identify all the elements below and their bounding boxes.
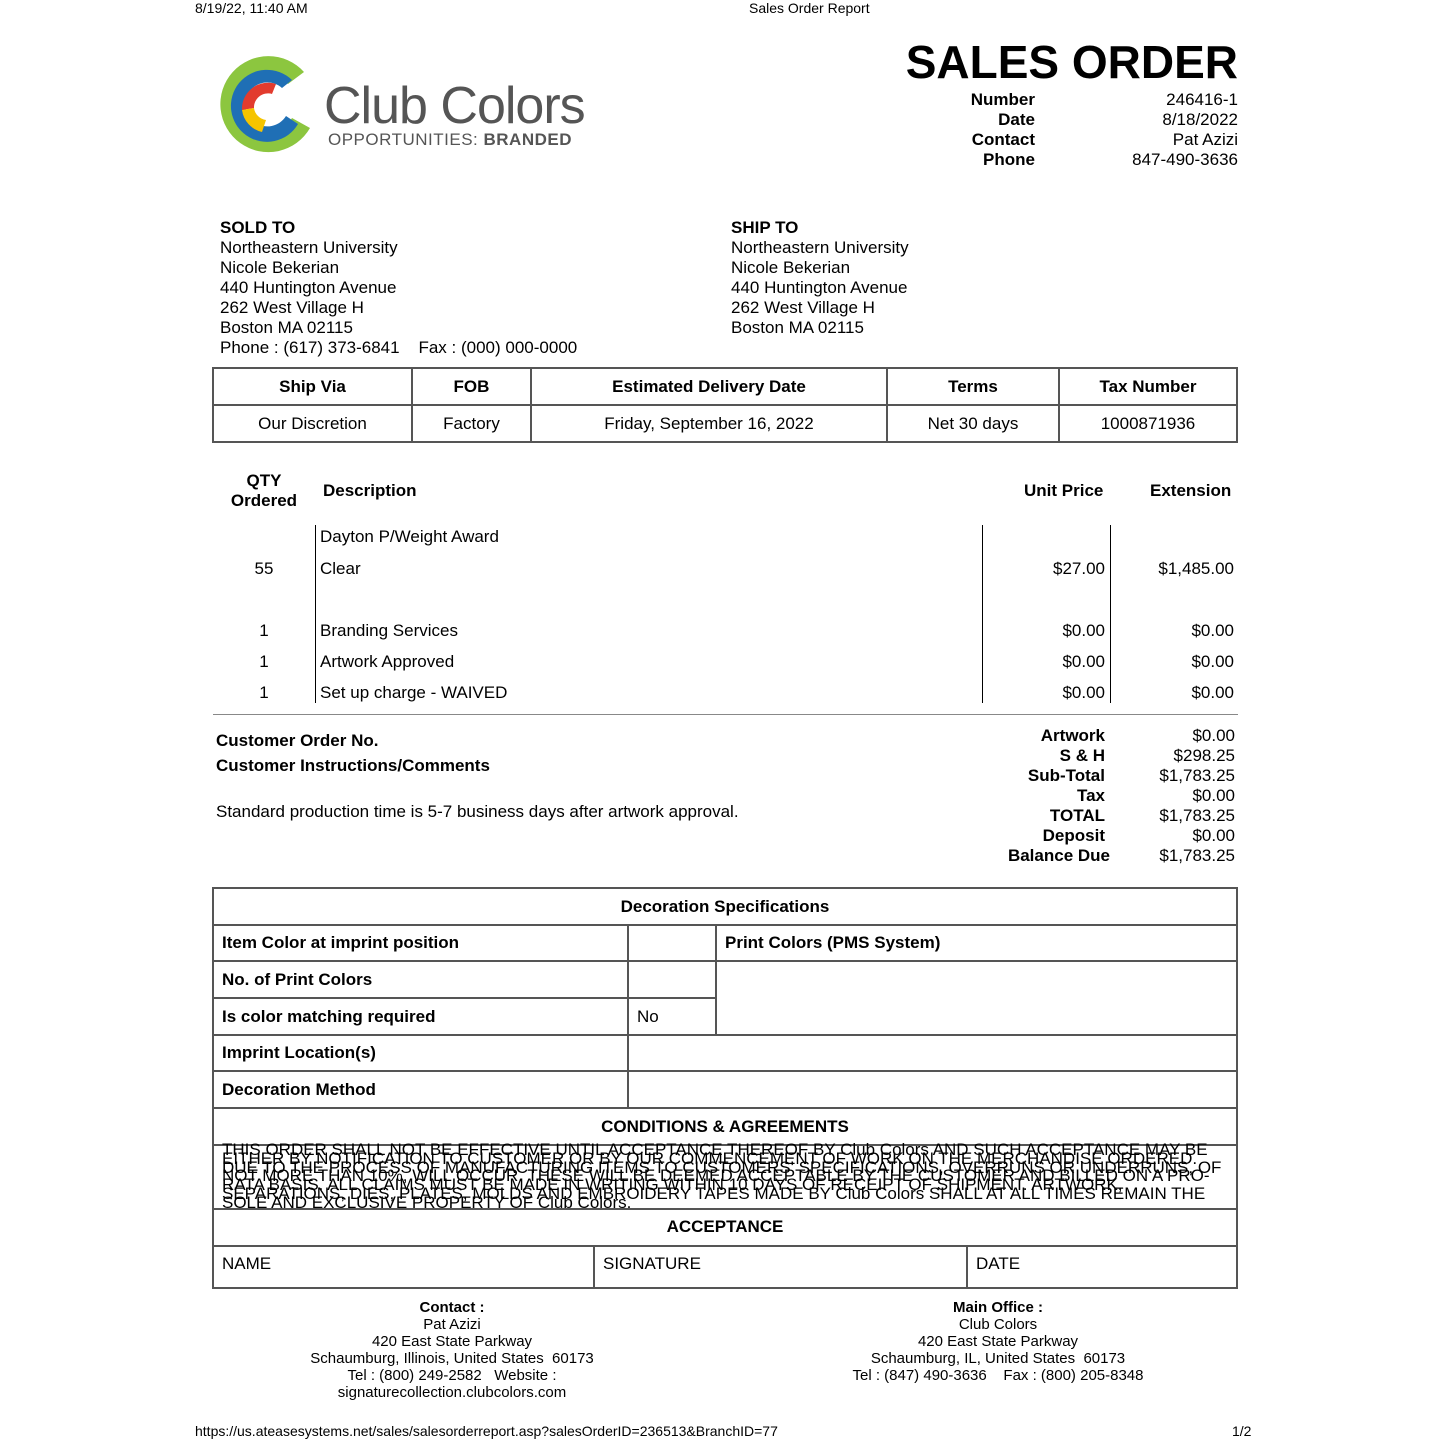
- qty-header: [214, 471, 314, 511]
- shipping-value: Friday, September 16, 2022: [531, 405, 887, 442]
- total-label: Artwork: [1040, 726, 1105, 745]
- footer-office-line: 420 East State Parkway: [917, 1333, 1079, 1350]
- column-divider: [1110, 525, 1111, 703]
- shipping-header: Estimated Delivery Date: [531, 368, 887, 405]
- item-color-value: [628, 925, 716, 961]
- shipping-header: Terms: [887, 368, 1059, 405]
- conditions-text-row: [213, 1145, 1237, 1209]
- total-row: [990, 826, 1235, 846]
- acceptance-title-row: [213, 1209, 1237, 1246]
- footer-contact-line: Schaumburg, Illinois, United States 60173: [310, 1350, 594, 1367]
- sold-to-phone-fax: Phone : (617) 373-6841 Fax : (000) 000-0000: [220, 338, 578, 357]
- imprint-location-value: [628, 1035, 1237, 1071]
- total-label: Deposit: [1042, 826, 1105, 845]
- order-field-label: Phone: [983, 150, 1035, 169]
- shipping-value: 1000871936: [1059, 405, 1237, 442]
- logo-swirl-icon: [212, 50, 322, 160]
- sold-to-heading: SOLD TO: [220, 218, 296, 237]
- order-field-value: 847-490-3636: [1132, 150, 1238, 169]
- item-description-detail: Clear: [320, 559, 361, 578]
- item-extension: $0.00: [1191, 621, 1234, 640]
- decoration-row: [213, 1035, 1237, 1071]
- order-info: [940, 90, 1238, 170]
- total-row: [990, 786, 1235, 806]
- total-value: $0.00: [1192, 826, 1235, 845]
- item-extension: $0.00: [1191, 652, 1234, 671]
- customer-instructions-label: Customer Instructions/Comments: [216, 756, 490, 775]
- item-qty: 55: [254, 559, 274, 578]
- total-value: $0.00: [1192, 786, 1235, 805]
- sold-to-line: Nicole Bekerian: [220, 258, 340, 277]
- num-print-colors-label: No. of Print Colors: [213, 961, 628, 998]
- order-field-number: [940, 90, 1238, 110]
- acceptance-signature-field[interactable]: SIGNATURE: [595, 1247, 968, 1287]
- order-field-value: 246416-1: [1166, 90, 1238, 109]
- ship-to-block: [731, 218, 909, 338]
- order-field-date: [940, 110, 1238, 130]
- item-description: Set up charge - WAIVED: [320, 683, 508, 702]
- item-extension: $1,485.00: [1158, 559, 1234, 578]
- logo-name: Club Colors: [324, 77, 585, 135]
- footer-contact: [252, 1299, 652, 1401]
- decoration-title-row: [213, 888, 1237, 925]
- sold-to-line: Northeastern University: [220, 238, 398, 257]
- shipping-table: [212, 367, 1238, 443]
- decoration-row: [213, 1071, 1237, 1108]
- footer-office-heading: Main Office :: [952, 1299, 1043, 1316]
- footer-contact-heading: Contact :: [419, 1299, 485, 1316]
- acceptance-title: ACCEPTANCE: [213, 1209, 1237, 1246]
- order-field-label: Date: [998, 110, 1035, 129]
- shipping-value: Net 30 days: [887, 405, 1059, 442]
- acceptance-row: [213, 1246, 1237, 1288]
- decoration-row: [213, 925, 1237, 961]
- acceptance-date-field[interactable]: DATE: [976, 1253, 1021, 1273]
- item-unit-price: $0.00: [1062, 683, 1105, 702]
- total-value: $0.00: [1192, 726, 1235, 745]
- items-divider: [213, 714, 1238, 715]
- unit-price-header: Unit Price: [1024, 481, 1104, 500]
- total-value: $1,783.25: [1159, 806, 1235, 825]
- item-description: Dayton P/Weight Award: [320, 527, 499, 546]
- order-field-label: Contact: [971, 130, 1035, 149]
- total-value: $1,783.25: [1159, 846, 1235, 865]
- sold-to-line: 262 West Village H: [220, 298, 364, 317]
- sold-to-line: Boston MA 02115: [220, 318, 353, 337]
- total-row: [990, 806, 1235, 826]
- footer-office-line: Tel : (847) 490-3636 Fax : (800) 205-8348: [852, 1367, 1144, 1384]
- logo-tagline-b: BRANDED: [483, 130, 572, 149]
- acceptance-cells: [213, 1246, 1237, 1288]
- totals-block: [990, 726, 1235, 866]
- ship-to-heading: SHIP TO: [731, 218, 799, 237]
- item-description: Artwork Approved: [320, 652, 455, 671]
- footer-contact-line: 420 East State Parkway: [371, 1333, 533, 1350]
- ship-to-line: Northeastern University: [731, 238, 909, 257]
- item-qty: 1: [259, 621, 269, 640]
- footer-website-link[interactable]: signaturecollection.clubcolors.com: [337, 1384, 567, 1401]
- conditions-text: THIS ORDER SHALL NOT BE EFFECTIVE UNTIL ACCEPTANCE THEREOF BY Club Colors AND SUCH ACCEPTANCE MAY BE EITHER BY NOTIFICATION TO CUSTOMER OR BY OUR COMMENCEMENT OF WORK ON THE MERCHANDISE ORDERED. DUE TO THE PROCESS OF MANUFACTURING ITEMS TO CUSTOMERS' SPECIFICATIONS, OVERRUNS OR UNDERRUNS, OF NOT MORE THAN 10%, WILL OCCUR. THESE WILL BE DEEMED ACCEPTABLE BY THE CUSTOMER AND BILLED ON A PRO-RATA BASIS. ALL CLAIMS MUST BE MADE IN WRITING WITHIN 10 DAYS OF RECEIPT OF SHIPMENT. ARTWORK, SEPARATIONS, DIES, PLATES, MOLDS AND EMBROIDERY TAPES MADE BY Club Colors SHALL AT ALL TIMES REMAIN THE SOLE AND EXCLUSIVE PROPERTY OF Club Colors.: [213, 1145, 1237, 1209]
- sales-order-title: SALES ORDER: [905, 36, 1238, 88]
- logo-tagline-a: OPPORTUNITIES:: [328, 130, 479, 149]
- item-extension: $0.00: [1191, 683, 1234, 702]
- ship-to-line: 262 West Village H: [731, 298, 875, 317]
- qty-header-line: Ordered: [230, 491, 298, 510]
- logo-tagline: [328, 130, 572, 150]
- total-row: [990, 766, 1235, 786]
- print-timestamp: 8/19/22, 11:40 AM: [195, 0, 308, 16]
- total-label: Tax: [1076, 786, 1105, 805]
- item-unit-price: $27.00: [1053, 559, 1105, 578]
- color-matching-label: Is color matching required: [213, 998, 628, 1035]
- total-label: Sub-Total: [1027, 766, 1105, 785]
- order-field-contact: [940, 130, 1238, 150]
- qty-header-line: QTY: [246, 471, 282, 490]
- order-field-phone: [940, 150, 1238, 170]
- shipping-value-row: [213, 405, 1237, 442]
- conditions-title: CONDITIONS & AGREEMENTS: [213, 1108, 1237, 1145]
- imprint-location-label: Imprint Location(s): [213, 1035, 628, 1071]
- shipping-header: Ship Via: [213, 368, 412, 405]
- shipping-header: FOB: [412, 368, 531, 405]
- total-label: S & H: [1059, 746, 1105, 765]
- total-label: TOTAL: [1049, 806, 1105, 825]
- total-row: [990, 746, 1235, 766]
- shipping-header: Tax Number: [1059, 368, 1237, 405]
- item-qty: 1: [259, 683, 269, 702]
- order-field-label: Number: [970, 90, 1035, 109]
- item-description: Branding Services: [320, 621, 458, 640]
- decoration-table: [212, 887, 1238, 1289]
- print-url: https://us.ateasesystems.net/sales/salesorderreport.asp?salesOrderID=236513&BranchID=77: [195, 1423, 778, 1439]
- total-value: $1,783.25: [1159, 766, 1235, 785]
- decoration-method-value: [628, 1071, 1237, 1108]
- footer-office-line: Schaumburg, IL, United States 60173: [870, 1350, 1126, 1367]
- customer-order-label: Customer Order No.: [216, 731, 379, 750]
- footer-office: [798, 1299, 1198, 1384]
- shipping-header-row: [213, 368, 1237, 405]
- item-color-label: Item Color at imprint position: [213, 925, 628, 961]
- decoration-method-label: Decoration Method: [213, 1071, 628, 1108]
- color-matching-value: No: [628, 998, 716, 1035]
- acceptance-name-field[interactable]: NAME: [214, 1247, 595, 1287]
- print-colors-value: [716, 961, 1237, 1035]
- total-value: $298.25: [1173, 746, 1235, 765]
- column-divider: [315, 525, 316, 703]
- ship-to-line: Boston MA 02115: [731, 318, 864, 337]
- total-row: [990, 726, 1235, 746]
- club-colors-logo: [212, 50, 592, 160]
- num-print-colors-value: [628, 961, 716, 998]
- column-divider: [982, 525, 983, 703]
- acceptance-fields: [214, 1247, 1236, 1287]
- shipping-value: Factory: [412, 405, 531, 442]
- item-unit-price: $0.00: [1062, 652, 1105, 671]
- shipping-value: Our Discretion: [213, 405, 412, 442]
- decoration-row: [213, 961, 1237, 998]
- description-header: Description: [323, 481, 417, 500]
- order-field-value: 8/18/2022: [1162, 110, 1238, 129]
- item-qty: 1: [259, 652, 269, 671]
- sold-to-line: 440 Huntington Avenue: [220, 278, 397, 297]
- print-page-number: 1/2: [1232, 1423, 1252, 1439]
- footer-office-line: Club Colors: [958, 1316, 1038, 1333]
- footer-contact-line: Tel : (800) 249-2582 Website :: [347, 1367, 557, 1384]
- decoration-title: Decoration Specifications: [213, 888, 1237, 925]
- print-colors-label: Print Colors (PMS System): [716, 925, 1237, 961]
- ship-to-line: 440 Huntington Avenue: [731, 278, 908, 297]
- footer-contact-line: Pat Azizi: [423, 1316, 481, 1333]
- sold-to-block: [220, 218, 577, 358]
- extension-header: Extension: [1150, 481, 1232, 500]
- print-page-title: Sales Order Report: [749, 0, 870, 16]
- order-field-value: Pat Azizi: [1172, 130, 1238, 149]
- total-row: [990, 846, 1235, 866]
- item-unit-price: $0.00: [1062, 621, 1105, 640]
- total-label: Balance Due: [1007, 846, 1110, 865]
- ship-to-line: Nicole Bekerian: [731, 258, 851, 277]
- customer-instructions-text: Standard production time is 5-7 business days after artwork approval.: [216, 802, 739, 821]
